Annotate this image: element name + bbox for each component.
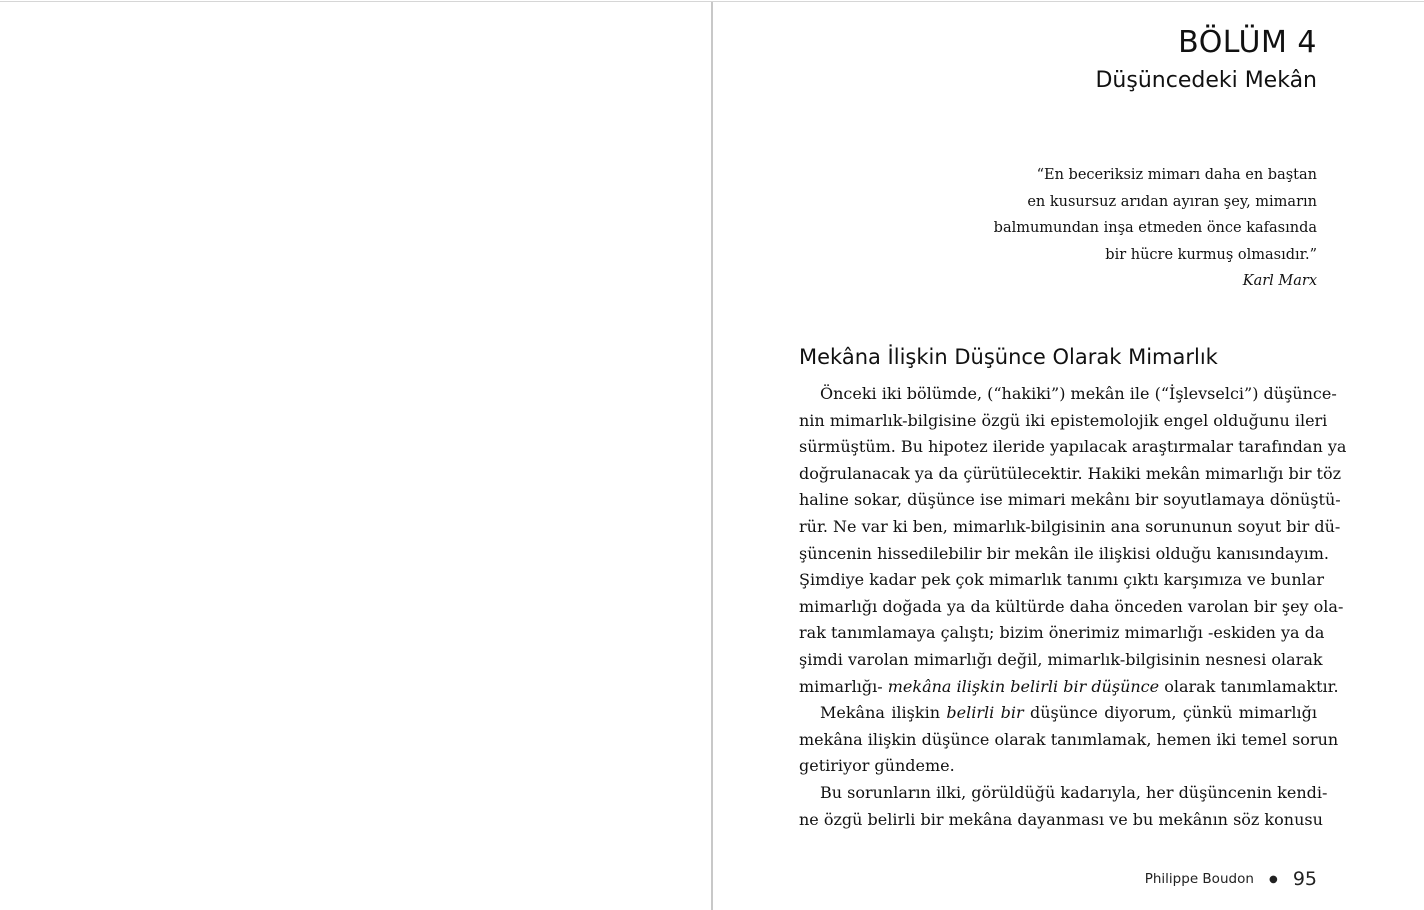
body-text: [799, 381, 1347, 833]
chapter-header: [1095, 24, 1317, 96]
section-heading: Mekâna İlişkin Düşünce Olarak Mimarlık: [799, 345, 1218, 369]
right-page: [713, 2, 1424, 910]
body-line: mimarlığı doğada ya da kültürde daha önceden varolan bir şey ola-: [799, 596, 1344, 616]
body-line: rür. Ne var ki ben, mimarlık-bilgisinin ana sorununun soyut bir dü-: [799, 516, 1341, 536]
body-line: Şimdiye kadar pek çok mimarlık tanımı çıktı karşımıza ve bunlar: [799, 570, 1324, 590]
body-line: nin mimarlık-bilgisine özgü iki epistemolojik engel olduğunu ileri: [799, 410, 1328, 430]
chapter-number: BÖLÜM 4: [1178, 25, 1317, 60]
emphasis: belirli bir: [946, 703, 1024, 723]
body-line: mekâna ilişkin düşünce olarak tanımlamak, hemen iki temel sorun: [799, 729, 1339, 749]
body-line: rak tanımlamaya çalıştı; bizim önerimiz mimarlığı -eskiden ya da: [799, 623, 1325, 643]
page-footer: [1145, 868, 1317, 890]
page-number: 95: [1292, 868, 1317, 890]
body-line: şüncenin hissedilebilir bir mekân ile ilişkisi olduğu kanısındayım.: [799, 543, 1329, 563]
body-line: şimdi varolan mimarlığı değil, mimarlık-bilgisinin nesnesi olarak: [799, 649, 1323, 669]
body-line: doğrulanacak ya da çürütülecektir. Hakiki mekân mimarlığı bir töz: [799, 463, 1342, 483]
body-line: Önceki iki bölümde, (“hakiki”) mekân ile (“İşlevselci”) düşünce-: [820, 384, 1337, 403]
footer-author: Philippe Boudon: [1144, 871, 1254, 887]
body-text-run: Mekâna ilişkin: [820, 703, 947, 723]
body-line: haline sokar, düşünce ise mimari mekânı bir soyutlamaya dönüştü-: [799, 490, 1341, 510]
body-line: [799, 674, 1339, 701]
body-text-run: mimarlığı-: [799, 676, 888, 696]
epigraph-line: en kusursuz arıdan ayıran şey, mimarın: [1027, 193, 1317, 210]
body-line: ne özgü belirli bir mekâna dayanması ve bu mekânın söz konusu: [799, 809, 1323, 829]
epigraph-line: bir hücre kurmuş olmasıdır.”: [1105, 246, 1317, 263]
body-line: Bu sorunların ilki, görüldüğü kadarıyla, her düşüncenin kendi-: [820, 782, 1328, 802]
epigraph-line: balmumundan inşa etmeden önce kafasında: [993, 220, 1317, 236]
bullet-separator: ●: [1268, 873, 1278, 885]
epigraph-line: “En beceriksiz mimarı daha en baştan: [1036, 167, 1317, 183]
body-line: sürmüştüm. Bu hipotez ileride yapılacak araştırmalar tarafından ya: [799, 437, 1347, 457]
body-line: [799, 700, 1317, 727]
epigraph-author: Karl Marx: [1242, 273, 1317, 289]
body-text-run: olarak tanımlamaktır.: [1159, 676, 1339, 696]
emphasis: mekâna ilişkin belirli bir düşünce: [887, 676, 1160, 696]
chapter-title: Düşüncedeki Mekân: [1095, 68, 1317, 93]
body-line: getiriyor gündeme.: [799, 756, 955, 776]
left-page-blank: [0, 2, 711, 910]
epigraph: [917, 162, 1317, 295]
body-text-run: düşünce diyorum, çünkü mimarlığı: [1023, 703, 1318, 723]
